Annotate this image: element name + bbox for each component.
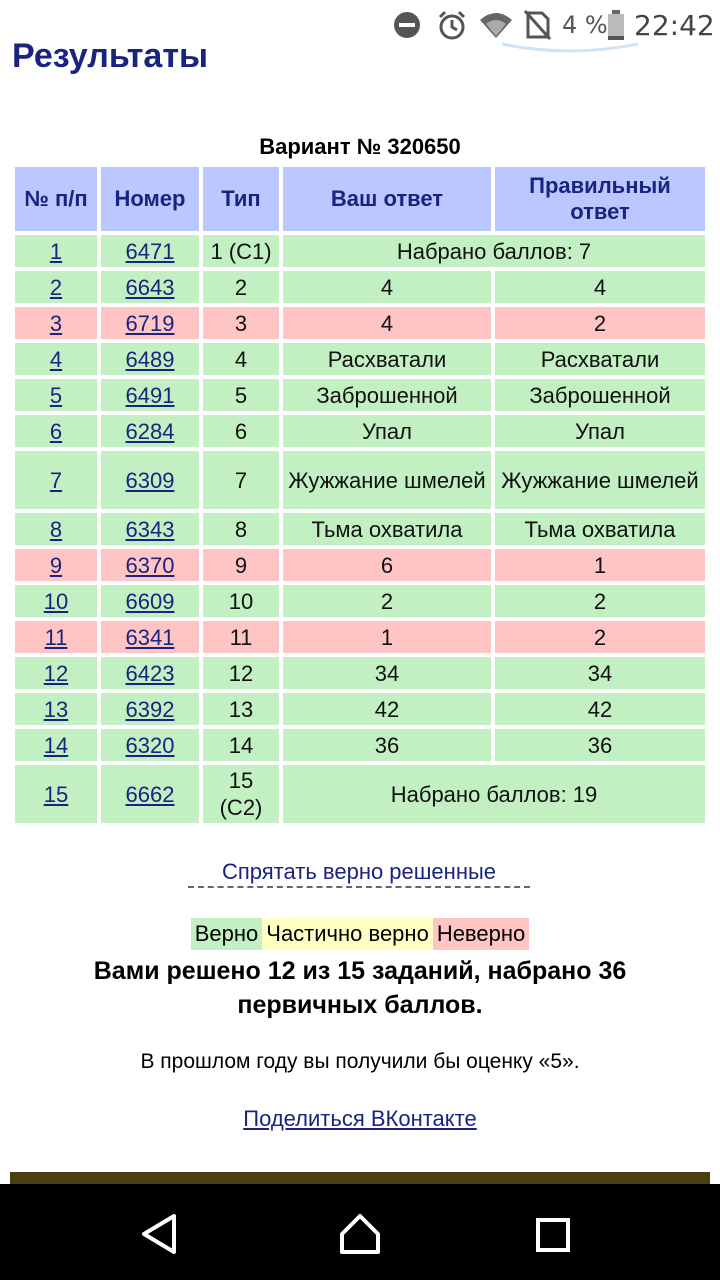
task-type: 8 bbox=[203, 513, 279, 545]
your-answer: 34 bbox=[283, 657, 491, 689]
recents-icon[interactable] bbox=[522, 1204, 582, 1264]
task-number-link[interactable]: 15 bbox=[43, 781, 69, 807]
clock: 22:42 bbox=[634, 8, 715, 42]
wifi-icon bbox=[478, 8, 514, 42]
correct-answer: Тьма охватила bbox=[495, 513, 705, 545]
header-type: Тип bbox=[203, 167, 279, 231]
table-row bbox=[15, 379, 705, 411]
task-number-link[interactable]: 11 bbox=[44, 624, 68, 650]
navigation-bar bbox=[0, 1184, 720, 1280]
task-id-link[interactable]: 6320 bbox=[125, 732, 175, 758]
results-table bbox=[11, 163, 709, 827]
hide-correct-button[interactable]: Спрятать верно решенные bbox=[188, 858, 530, 888]
alarm-icon bbox=[436, 8, 468, 42]
table-row bbox=[15, 271, 705, 303]
share-area bbox=[0, 1106, 720, 1132]
task-number-link[interactable]: 9 bbox=[49, 552, 63, 578]
battery-icon bbox=[606, 8, 626, 42]
share-vk-link[interactable]: Поделиться ВКонтакте bbox=[243, 1106, 477, 1131]
task-number-link[interactable]: 4 bbox=[49, 346, 63, 372]
table-row bbox=[15, 307, 705, 339]
task-id-link[interactable]: 6643 bbox=[125, 274, 175, 300]
decorative-curve bbox=[500, 40, 640, 54]
correct-answer: Жужжание шмелей bbox=[495, 451, 705, 509]
table-row bbox=[15, 765, 705, 823]
header-num: № п/п bbox=[15, 167, 97, 231]
correct-answer: 2 bbox=[495, 585, 705, 617]
legend-wrong: Неверно bbox=[433, 918, 529, 950]
correct-answer: Заброшенной bbox=[495, 379, 705, 411]
task-number-link[interactable]: 6 bbox=[49, 418, 63, 444]
status-bar bbox=[0, 0, 720, 50]
your-answer: Тьма охватила bbox=[283, 513, 491, 545]
task-number-link[interactable]: 8 bbox=[49, 516, 63, 542]
your-answer: 2 bbox=[283, 585, 491, 617]
task-type: 11 bbox=[203, 621, 279, 653]
header-your-answer: Ваш ответ bbox=[283, 167, 491, 231]
task-id-link[interactable]: 6370 bbox=[125, 552, 175, 578]
task-type: 15 (С2) bbox=[203, 765, 279, 823]
your-answer: Заброшенной bbox=[283, 379, 491, 411]
legend-correct: Верно bbox=[191, 918, 263, 950]
task-number-link[interactable]: 3 bbox=[49, 310, 63, 336]
task-id-link[interactable]: 6423 bbox=[125, 660, 175, 686]
no-sim-icon bbox=[522, 8, 552, 42]
table-row bbox=[15, 415, 705, 447]
correct-answer: 2 bbox=[495, 307, 705, 339]
page-title: Результаты bbox=[12, 37, 209, 75]
correct-answer: 42 bbox=[495, 693, 705, 725]
task-id-link[interactable]: 6719 bbox=[125, 310, 175, 336]
your-answer: Расхватали bbox=[283, 343, 491, 375]
task-type: 1 (С1) bbox=[203, 235, 279, 267]
task-number-link[interactable]: 1 bbox=[49, 238, 63, 264]
correct-answer: 34 bbox=[495, 657, 705, 689]
task-number-link[interactable]: 7 bbox=[49, 467, 63, 493]
header-correct-answer: Правильный ответ bbox=[495, 167, 705, 231]
task-type: 12 bbox=[203, 657, 279, 689]
legend-partial: Частично верно bbox=[262, 918, 433, 950]
task-id-link[interactable]: 6471 bbox=[125, 238, 175, 264]
your-answer: 4 bbox=[283, 307, 491, 339]
task-type: 3 bbox=[203, 307, 279, 339]
your-answer: 1 bbox=[283, 621, 491, 653]
your-answer: 6 bbox=[283, 549, 491, 581]
table-header-row bbox=[15, 167, 705, 231]
table-row bbox=[15, 549, 705, 581]
table-row bbox=[15, 451, 705, 509]
task-type: 9 bbox=[203, 549, 279, 581]
back-icon[interactable] bbox=[130, 1204, 190, 1264]
task-id-link[interactable]: 6343 bbox=[125, 516, 175, 542]
task-id-link[interactable]: 6284 bbox=[125, 418, 175, 444]
task-type: 6 bbox=[203, 415, 279, 447]
task-number-link[interactable]: 5 bbox=[49, 382, 63, 408]
variant-title: Вариант № 320650 bbox=[259, 134, 461, 159]
task-id-link[interactable]: 6309 bbox=[125, 467, 175, 493]
task-number-link[interactable]: 14 bbox=[43, 732, 69, 758]
result-summary: Вами решено 12 из 15 заданий, набрано 36 первичных баллов. bbox=[93, 957, 627, 1019]
home-icon[interactable] bbox=[330, 1204, 390, 1264]
task-id-link[interactable]: 6392 bbox=[125, 696, 175, 722]
task-type: 14 bbox=[203, 729, 279, 761]
task-id-link[interactable]: 6609 bbox=[125, 588, 175, 614]
correct-answer: 1 bbox=[495, 549, 705, 581]
task-type: 2 bbox=[203, 271, 279, 303]
your-answer: 36 bbox=[283, 729, 491, 761]
table-row bbox=[15, 343, 705, 375]
table-row bbox=[15, 657, 705, 689]
table-row bbox=[15, 585, 705, 617]
task-type: 7 bbox=[203, 451, 279, 509]
correct-answer: Упал bbox=[495, 415, 705, 447]
correct-answer: 2 bbox=[495, 621, 705, 653]
score-cell: Набрано баллов: 19 bbox=[283, 765, 705, 823]
dnd-icon bbox=[392, 8, 422, 42]
task-number-link[interactable]: 12 bbox=[43, 660, 69, 686]
task-id-link[interactable]: 6489 bbox=[125, 346, 175, 372]
table-row bbox=[15, 693, 705, 725]
legend bbox=[0, 918, 720, 950]
table-row bbox=[15, 621, 705, 653]
task-type: 4 bbox=[203, 343, 279, 375]
correct-answer: 4 bbox=[495, 271, 705, 303]
header-id: Номер bbox=[101, 167, 199, 231]
your-answer: 4 bbox=[283, 271, 491, 303]
your-answer: 42 bbox=[283, 693, 491, 725]
your-answer: Упал bbox=[283, 415, 491, 447]
table-row bbox=[15, 235, 705, 267]
task-type: 13 bbox=[203, 693, 279, 725]
task-number-link[interactable]: 2 bbox=[49, 274, 63, 300]
task-id-link[interactable]: 6662 bbox=[125, 781, 175, 807]
score-cell: Набрано баллов: 7 bbox=[283, 235, 705, 267]
correct-answer: 36 bbox=[495, 729, 705, 761]
task-number-link[interactable]: 13 bbox=[43, 696, 69, 722]
correct-answer: Расхватали bbox=[495, 343, 705, 375]
task-type: 5 bbox=[203, 379, 279, 411]
table-row bbox=[15, 513, 705, 545]
your-answer: Жужжание шмелей bbox=[283, 451, 491, 509]
grade-text: В прошлом году вы получили бы оценку «5». bbox=[140, 1050, 580, 1073]
task-type: 10 bbox=[203, 585, 279, 617]
battery-percent: 4 % bbox=[562, 11, 608, 39]
table-row bbox=[15, 729, 705, 761]
task-id-link[interactable]: 6341 bbox=[125, 624, 175, 650]
task-number-link[interactable]: 10 bbox=[43, 588, 69, 614]
task-id-link[interactable]: 6491 bbox=[125, 382, 175, 408]
